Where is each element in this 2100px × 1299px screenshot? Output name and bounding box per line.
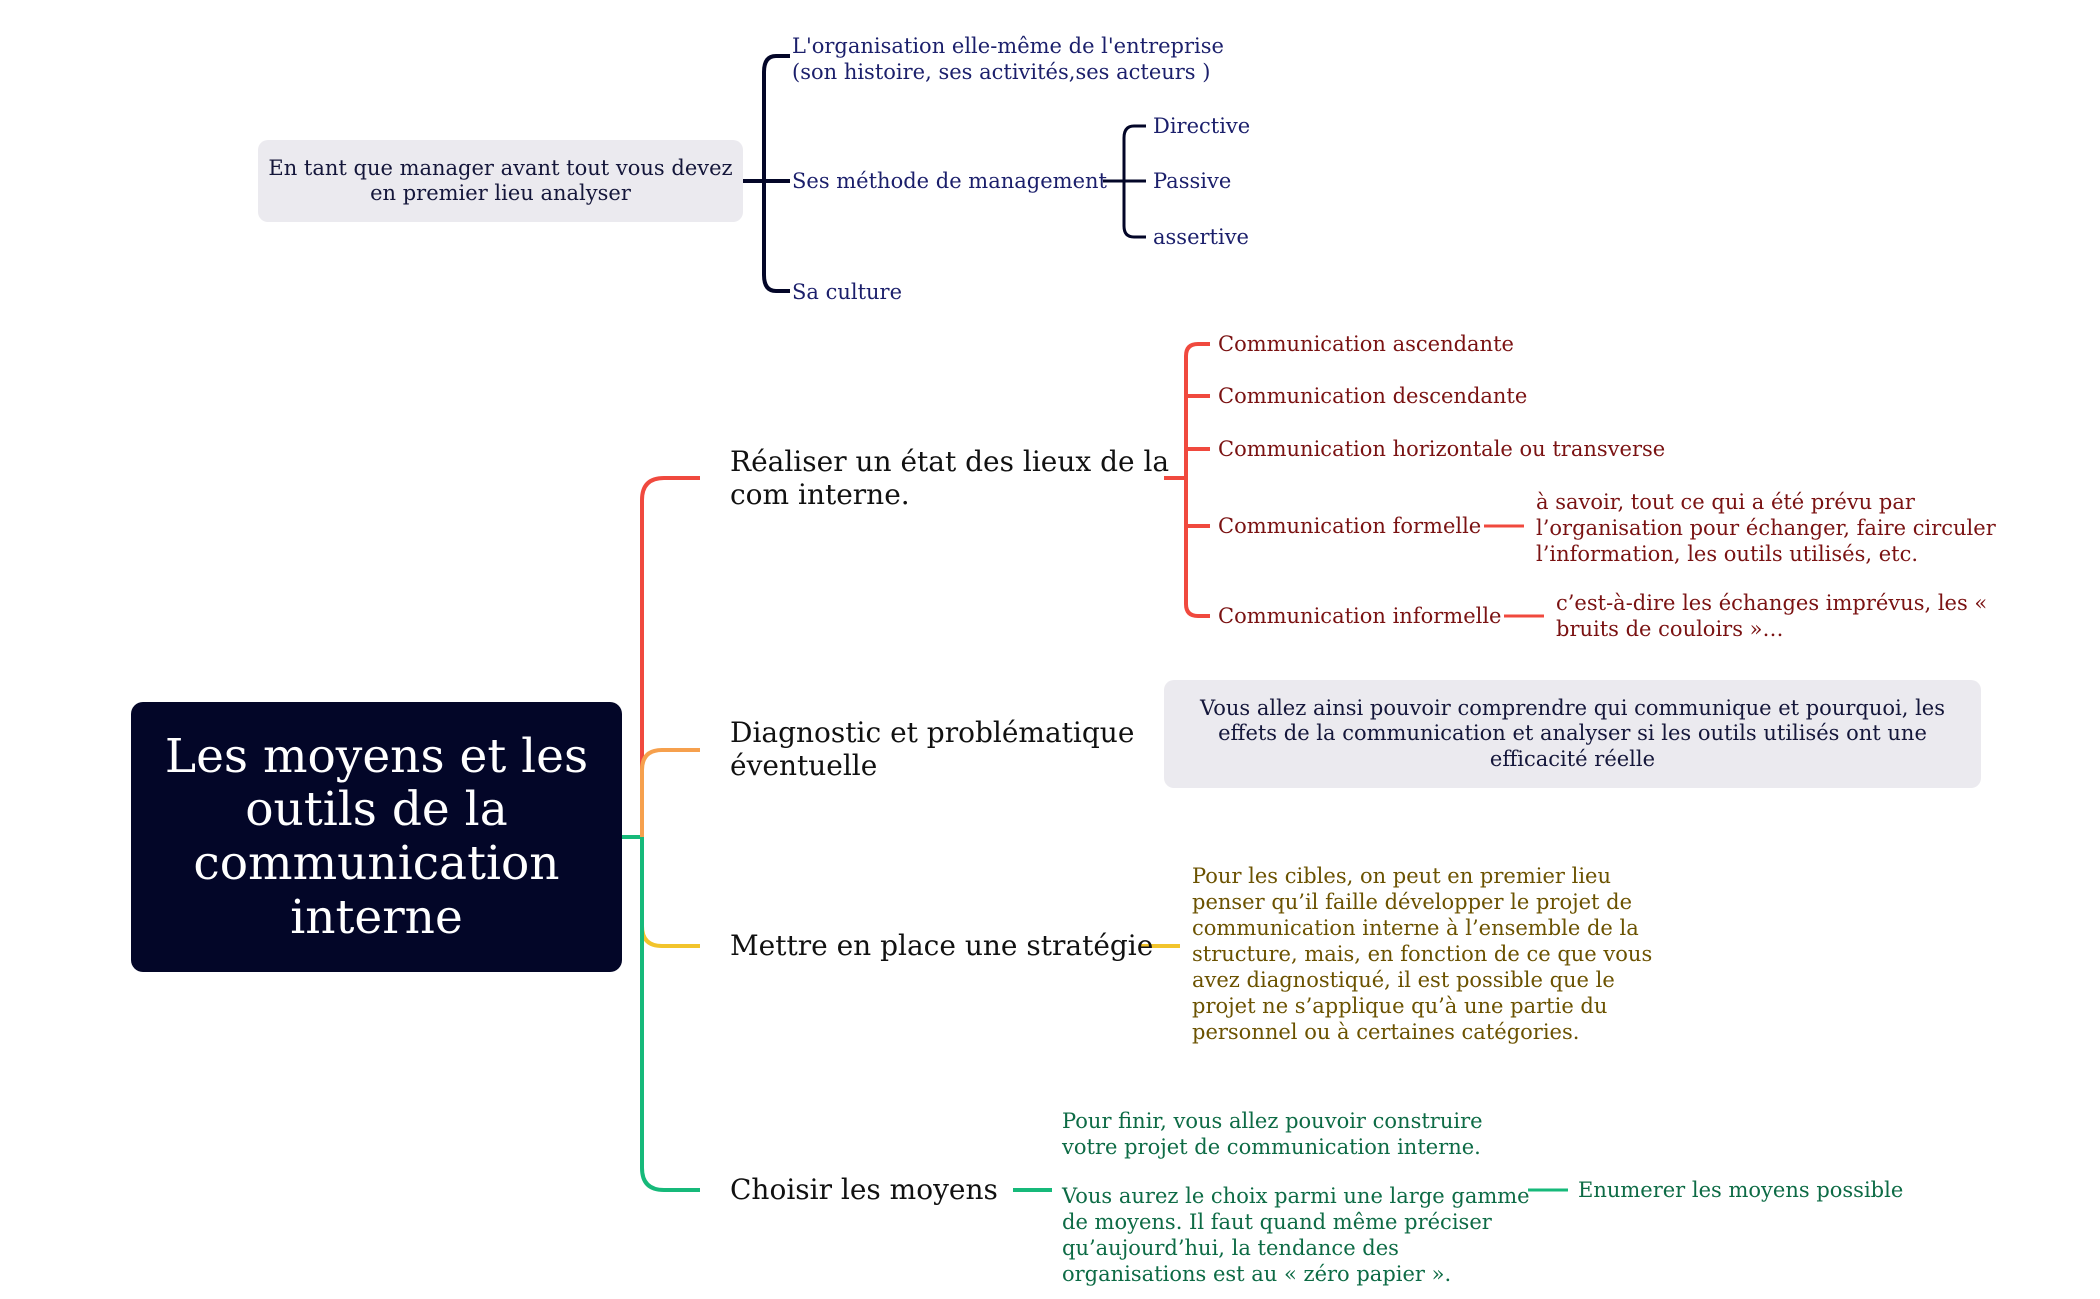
note-line: à savoir, tout ce qui a été prévu par (1536, 490, 1915, 514)
connector-b4 (642, 837, 700, 1190)
branch-diagnostic[interactable] (730, 717, 1134, 783)
root-line: Les moyens et les (164, 728, 589, 784)
branch-line: Mettre en place une stratégie (730, 929, 1154, 962)
note-line: efficacité réelle (1489, 746, 1656, 771)
note-line: Vous aurez le choix parmi une large gamme (1062, 1184, 1530, 1208)
branch-line: Choisir les moyens (730, 1173, 998, 1206)
note-line: Enumerer les moyens possible (1578, 1178, 1904, 1202)
note-line: Pour les cibles, on peut en premier lieu (1192, 864, 1611, 888)
note-line: avez diagnostiqué, il est possible que le (1192, 968, 1615, 993)
note-line: communication interne à l’ensemble de la (1192, 916, 1639, 941)
comm-informelle[interactable]: Communication informelle (1218, 604, 1502, 628)
root-node[interactable] (131, 702, 622, 972)
branch-strategie[interactable] (730, 930, 1153, 963)
moyens-note-construire[interactable] (1062, 1108, 1483, 1160)
note-line: de moyens. Il faut quand même préciser (1062, 1210, 1492, 1235)
note-line: Pour finir, vous allez pouvoir construire (1062, 1109, 1483, 1133)
note-line: l’information, les outils utilisés, etc. (1536, 542, 1919, 567)
note-line: c’est-à-dire les échanges imprévus, les « (1556, 591, 1988, 615)
root-line: communication (193, 836, 560, 891)
top-item-organisation[interactable] (792, 33, 1224, 85)
note-line: organisations est au « zéro papier ». (1062, 1262, 1452, 1287)
comm-horizontale[interactable]: Communication horizontale ou transverse (1218, 437, 1666, 461)
moyens-note-choix[interactable] (1062, 1183, 1530, 1287)
top-item-culture[interactable] (792, 279, 902, 305)
connector-management (1103, 126, 1146, 237)
top-item-line: Sa culture (792, 280, 903, 304)
comm-descendante[interactable]: Communication descendante (1218, 384, 1528, 408)
management-directive[interactable]: Directive (1153, 114, 1251, 138)
branch-line: Diagnostic et problématique (730, 716, 1135, 749)
top-item-line: Ses méthode de management (792, 169, 1107, 193)
note-line: structure, mais, en fonction de ce que vous (1192, 942, 1653, 967)
connector-b1-children (1164, 344, 1210, 616)
top-analysis-box[interactable] (258, 140, 743, 222)
informelle-note[interactable] (1556, 590, 1987, 642)
note-line: qu’aujourd’hui, la tendance des (1062, 1236, 1399, 1261)
branch-moyens[interactable] (730, 1174, 998, 1207)
management-passive[interactable]: Passive (1153, 169, 1232, 193)
branch-etat-des-lieux[interactable] (730, 446, 1169, 512)
connector-top-bracket (764, 56, 790, 291)
root-line: outils de la (245, 782, 508, 838)
comm-formelle[interactable]: Communication formelle (1218, 514, 1482, 538)
note-line: Vous allez ainsi pouvoir comprendre qui communique et pourquoi, les (1199, 696, 1945, 721)
note-line: effets de la communication et analyser si les outils utilisés ont une (1218, 721, 1927, 746)
root-line: interne (290, 889, 463, 945)
strategie-note[interactable] (1192, 863, 1652, 1045)
top-item-line: L'organisation elle-même de l'entreprise (792, 34, 1224, 58)
connector-b3 (642, 837, 700, 946)
formelle-note[interactable] (1536, 489, 1996, 567)
note-line: bruits de couloirs »… (1556, 617, 1784, 642)
diagnostic-note-box[interactable] (1164, 680, 1981, 788)
connector-b1 (642, 478, 700, 837)
management-assertive[interactable]: assertive (1153, 225, 1249, 249)
top-box-line: en premier lieu analyser (370, 181, 631, 205)
note-line: penser qu’il faille développer le projet de (1192, 890, 1633, 915)
top-box-line: En tant que manager avant tout vous devez (268, 155, 733, 180)
top-item-management[interactable] (792, 168, 1107, 194)
note-line: projet ne s’applique qu’à une partie du (1192, 994, 1608, 1019)
comm-ascendante[interactable]: Communication ascendante (1218, 332, 1514, 356)
note-line: votre projet de communication interne. (1062, 1135, 1481, 1160)
top-item-line: (son histoire, ses activités,ses acteurs ) (792, 60, 1211, 85)
branch-line: Réaliser un état des lieux de la (730, 445, 1170, 478)
connector-b2 (642, 750, 700, 837)
note-line: personnel ou à certaines catégories. (1192, 1020, 1580, 1045)
note-line: l’organisation pour échanger, faire circuler (1536, 516, 1996, 541)
moyens-note-enumerer[interactable] (1578, 1177, 1903, 1203)
branch-line: éventuelle (730, 748, 878, 782)
branch-line: com interne. (730, 477, 910, 511)
